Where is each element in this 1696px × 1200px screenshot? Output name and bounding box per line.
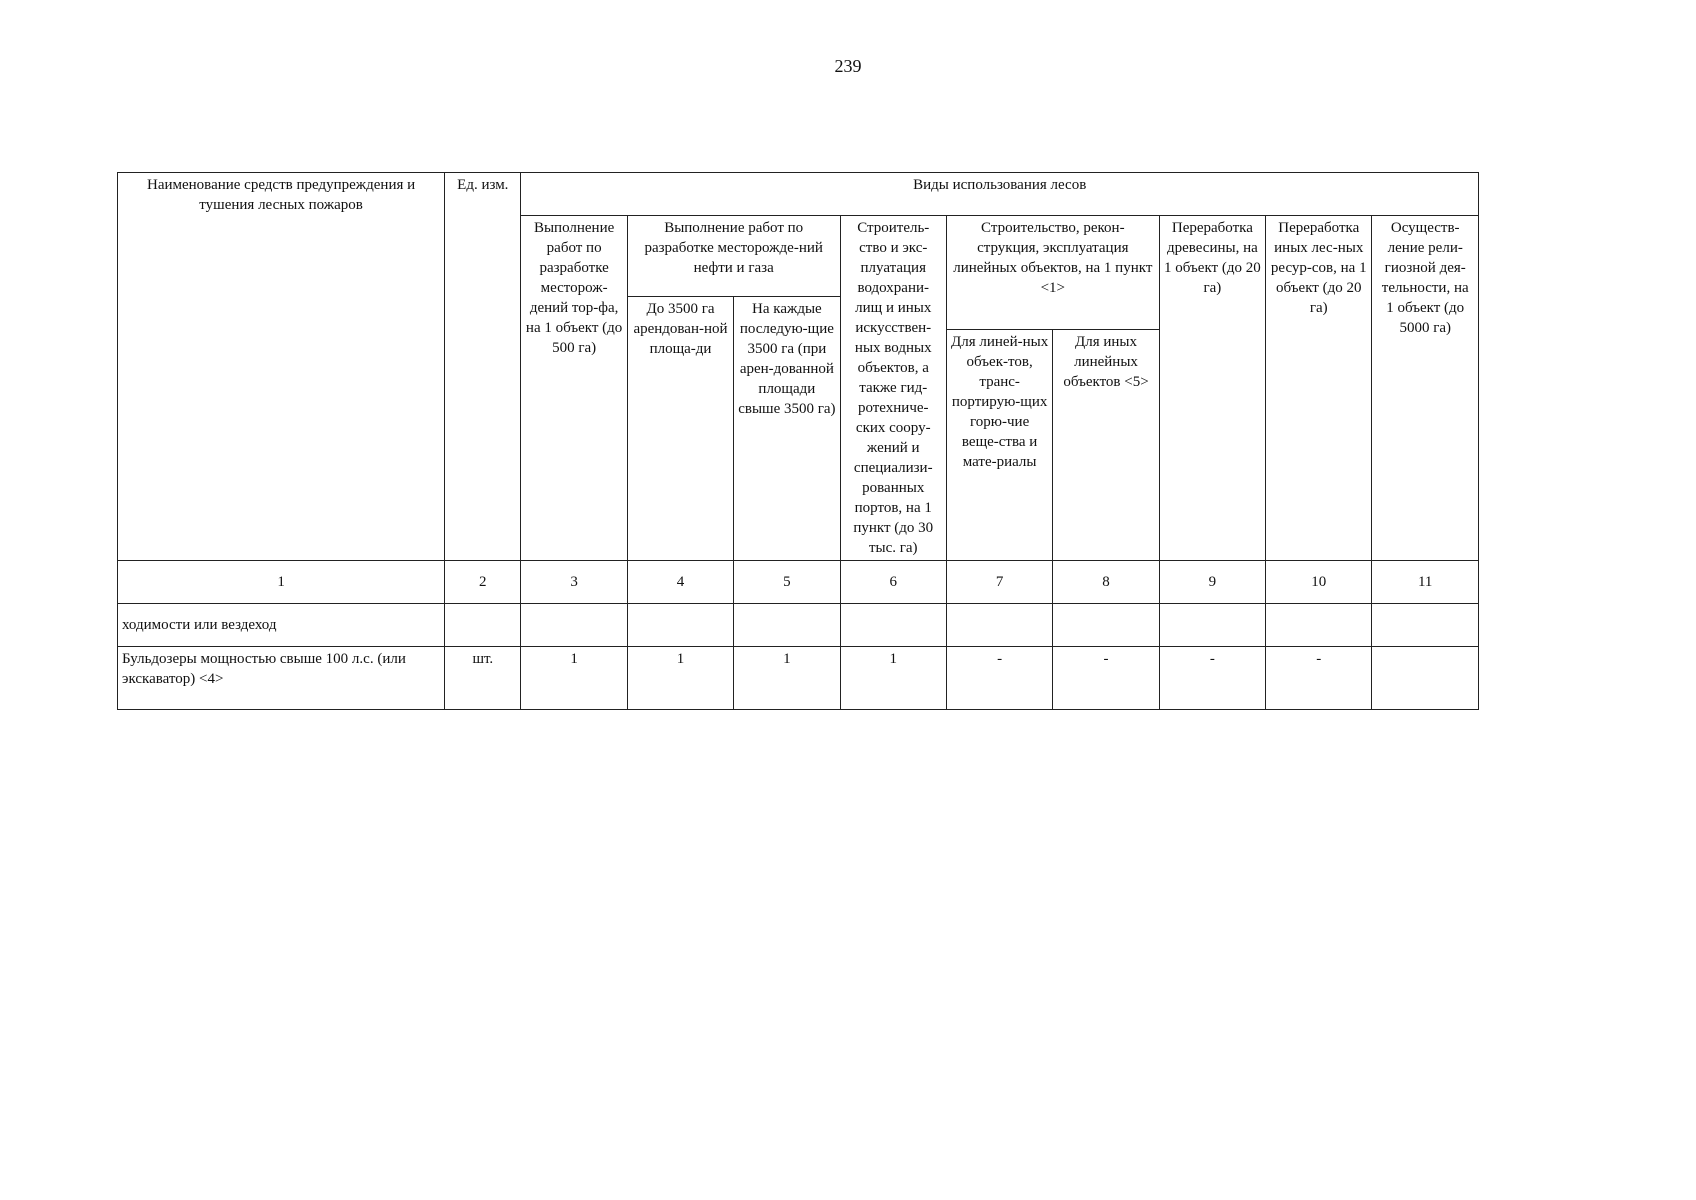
row-value: 1	[734, 647, 840, 710]
header-oil-gas-each-next-3500: На каждые последую-щие 3500 га (при арен-дованной площади свыше 3500 га)	[734, 297, 840, 561]
row-value: -	[1053, 647, 1159, 710]
row-equipment-name: ходимости или вездеход	[118, 604, 445, 647]
column-number: 5	[734, 561, 840, 604]
page-number: 239	[834, 56, 862, 76]
column-number: 10	[1266, 561, 1372, 604]
column-number: 8	[1053, 561, 1159, 604]
header-linear-other: Для иных линейных объектов <5>	[1053, 330, 1159, 561]
row-value	[1372, 604, 1479, 647]
header-oil-gas-up-to-3500: До 3500 га арендован-ной площа-ди	[627, 297, 733, 561]
row-unit	[445, 604, 521, 647]
forest-fire-equipment-table	[117, 172, 1479, 710]
row-value	[840, 604, 946, 647]
column-number: 1	[118, 561, 445, 604]
table-row	[118, 604, 1479, 647]
row-value	[1372, 647, 1479, 710]
column-number: 11	[1372, 561, 1479, 604]
header-forest-use-types: Виды использования лесов	[521, 173, 1479, 216]
header-reservoirs: Строитель-ство и экс-плуатация водохрани-лищ и иных искусствен-ных водных объектов, а также гид-ротехниче-ских соору-жений и специализи-рованных портов, на 1 пункт (до 30 тыс. га)	[840, 216, 946, 561]
row-value: -	[1266, 647, 1372, 710]
header-linear-flammable: Для линей-ных объек-тов, транс-портирую-щих горю-чие веще-ства и мате-риалы	[946, 330, 1052, 561]
column-number: 2	[445, 561, 521, 604]
row-value: 1	[627, 647, 733, 710]
header-wood-processing: Переработка древесины, на 1 объект (до 20 га)	[1159, 216, 1265, 561]
column-number: 3	[521, 561, 627, 604]
header-unit: Ед. изм.	[445, 173, 521, 561]
header-peat-extraction: Выполнение работ по разработке месторож-дений тор-фа, на 1 объект (до 500 га)	[521, 216, 627, 561]
column-number: 4	[627, 561, 733, 604]
header-linear-objects-group: Строительство, рекон-струкция, эксплуатация линейных объектов, на 1 пункт <1>	[946, 216, 1159, 330]
row-value	[1053, 604, 1159, 647]
row-value	[521, 604, 627, 647]
row-value	[1266, 604, 1372, 647]
row-value: -	[946, 647, 1052, 710]
column-number: 9	[1159, 561, 1265, 604]
table-row	[118, 647, 1479, 710]
column-number-row	[118, 561, 1479, 604]
row-value: 1	[521, 647, 627, 710]
column-number: 6	[840, 561, 946, 604]
header-equipment-name: Наименование средств предупреждения и тушения лесных пожаров	[118, 173, 445, 561]
row-value: -	[1159, 647, 1265, 710]
header-religious-activity: Осуществ-ление рели-гиозной дея-тельности, на 1 объект (до 5000 га)	[1372, 216, 1479, 561]
header-other-resources: Переработка иных лес-ных ресур-сов, на 1 объект (до 20 га)	[1266, 216, 1372, 561]
row-value	[1159, 604, 1265, 647]
row-value	[627, 604, 733, 647]
column-number: 7	[946, 561, 1052, 604]
row-value: 1	[840, 647, 946, 710]
row-value	[946, 604, 1052, 647]
row-value	[734, 604, 840, 647]
header-oil-gas-group: Выполнение работ по разработке месторожде-ний нефти и газа	[627, 216, 840, 297]
row-unit: шт.	[445, 647, 521, 710]
row-equipment-name: Бульдозеры мощностью свыше 100 л.с. (или экскаватор) <4>	[118, 647, 445, 710]
